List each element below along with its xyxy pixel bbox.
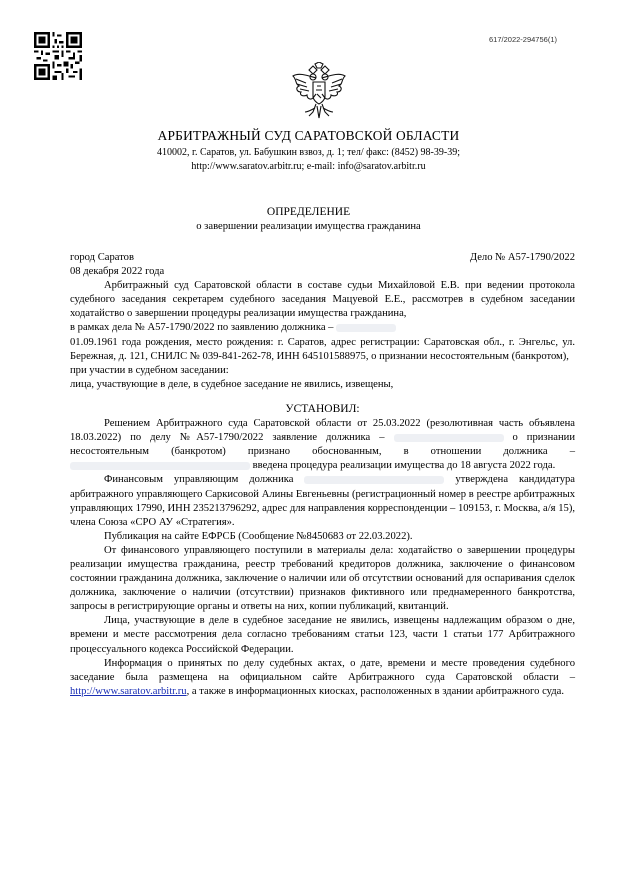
court-website-link[interactable]: http://www.saratov.arbitr.ru — [70, 685, 187, 697]
document-number: 617/2022-294756(1) — [489, 35, 557, 44]
paragraph-publication: Публикация на сайте ЕФРСБ (Сообщение №8450683 от 22.03.2022). — [104, 530, 413, 542]
paragraph-info-a: Информация о принятых по делу судебных актах, о дате, времени и месте проведения судебного заседание была размещена на официальном сайте Арбитражного суда Саратовской области – — [70, 657, 575, 683]
paragraph-materials: От финансового управляющего поступили в материалы дела: ходатайство о завершении процедуры реализации имущества гражданина, реестр требований кредиторов должника, заключение о финансовом состоянии гражданина должника, заключение о наличии или об отсутствии оснований для оспаривания сделок должника, заключение о наличии (отсутствии) признаков фиктивного или преднамеренного банкротства, запросы в регистрирующие органы и ответы на них, копии публикаций, квитанций. — [70, 544, 575, 613]
paragraph-manager-a: Финансовым управляющим должника — [104, 474, 294, 486]
paragraph-manager — [70, 473, 575, 529]
court-address: 410002, г. Саратов, ул. Бабушкин взвоз, д. 1; тел/ факс: (8452) 98-39-39; — [157, 147, 460, 158]
court-name: АРБИТРАЖНЫЙ СУД САРАТОВСКОЙ ОБЛАСТИ — [157, 128, 460, 143]
redacted-name — [336, 324, 396, 332]
redacted-name — [70, 462, 250, 470]
paragraph-debtor: 01.09.1961 года рождения, место рождения: г. Саратов, адрес регистрации: Саратовская обл., г. Энгельс, ул. Бережная, д. 121, СНИЛС № 039-841-262-78, ИНН 645101588975, о признании несостоятельным (банкротом), — [70, 336, 575, 362]
document-body — [70, 251, 575, 699]
court-contacts: http://www.saratov.arbitr.ru; e-mail: info@saratov.arbitr.ru — [191, 161, 426, 172]
paragraph-decision-c: введена процедура реализации имущества до 18 августа 2022 года. — [252, 460, 556, 472]
qr-code — [34, 32, 82, 80]
paragraph-notice: Лица, участвующие в деле в судебное заседание не явились, извещены надлежащим образом о дне, времени и месте рассмотрения дела согласно требованиям статьи 123, части 1 статьи 177 Арбитражного процессуального кодекса Российской Федерации. — [70, 615, 575, 655]
section-heading-established: УСТАНОВИЛ: — [285, 402, 360, 415]
coat-of-arms-emblem — [291, 62, 347, 120]
paragraph-case — [70, 321, 575, 335]
paragraph-decision-b: о признании несостоятельным (банкротом) признано обоснованным, в отношении должника – — [70, 432, 575, 458]
paragraph-info — [70, 657, 575, 699]
paragraph-case-text: в рамках дела № А57-1790/2022 по заявлению должника – — [70, 322, 334, 334]
city-case-row — [70, 251, 575, 265]
paragraph-decision-a: Решением Арбитражного суда Саратовской области от 25.03.2022 (резолютивная часть объявлена 18.03.2022) по делу №А57-1790/2022 заявление должника – — [70, 418, 575, 444]
redacted-name — [304, 476, 444, 484]
redacted-name — [394, 434, 504, 442]
city: город Саратов — [70, 252, 134, 263]
case-number: Дело № А57-1790/2022 — [469, 252, 575, 263]
paragraph-attendance: при участии в судебном заседании: — [70, 364, 229, 376]
paragraph-decision — [70, 417, 575, 473]
paragraph-manager-b: утверждена кандидатура арбитражного управляющего Саркисовой Алины Евгеньевны (регистрационный номер в реестре арбитражных управляющих 17990, ИНН 235213796292, адрес для направления корреспонденции – 109153, г. Москва, а/я 15), члена Союза «СРО АУ «Стратегия». — [70, 474, 576, 528]
paragraph-parties: лица, участвующие в деле, в судебное заседание не явились, извещены, — [70, 378, 394, 390]
paragraph-info-b: , а также в информационных киосках, расположенных в здании арбитражного суда. — [186, 685, 564, 697]
decision-date: 08 декабря 2022 года — [70, 266, 165, 278]
paragraph-intro: Арбитражный суд Саратовской области в составе судьи Михайловой Е.В. при ведении протокола судебного заседания секретарем судебного заседания Мацуевой Е.Е., рассмотрев в судебном заседании ходатайство о завершении процедуры реализации имущества гражданина, — [70, 280, 575, 320]
document-title: ОПРЕДЕЛЕНИЕ — [266, 206, 351, 218]
document-subtitle: о завершении реализации имущества гражданина — [196, 221, 421, 232]
